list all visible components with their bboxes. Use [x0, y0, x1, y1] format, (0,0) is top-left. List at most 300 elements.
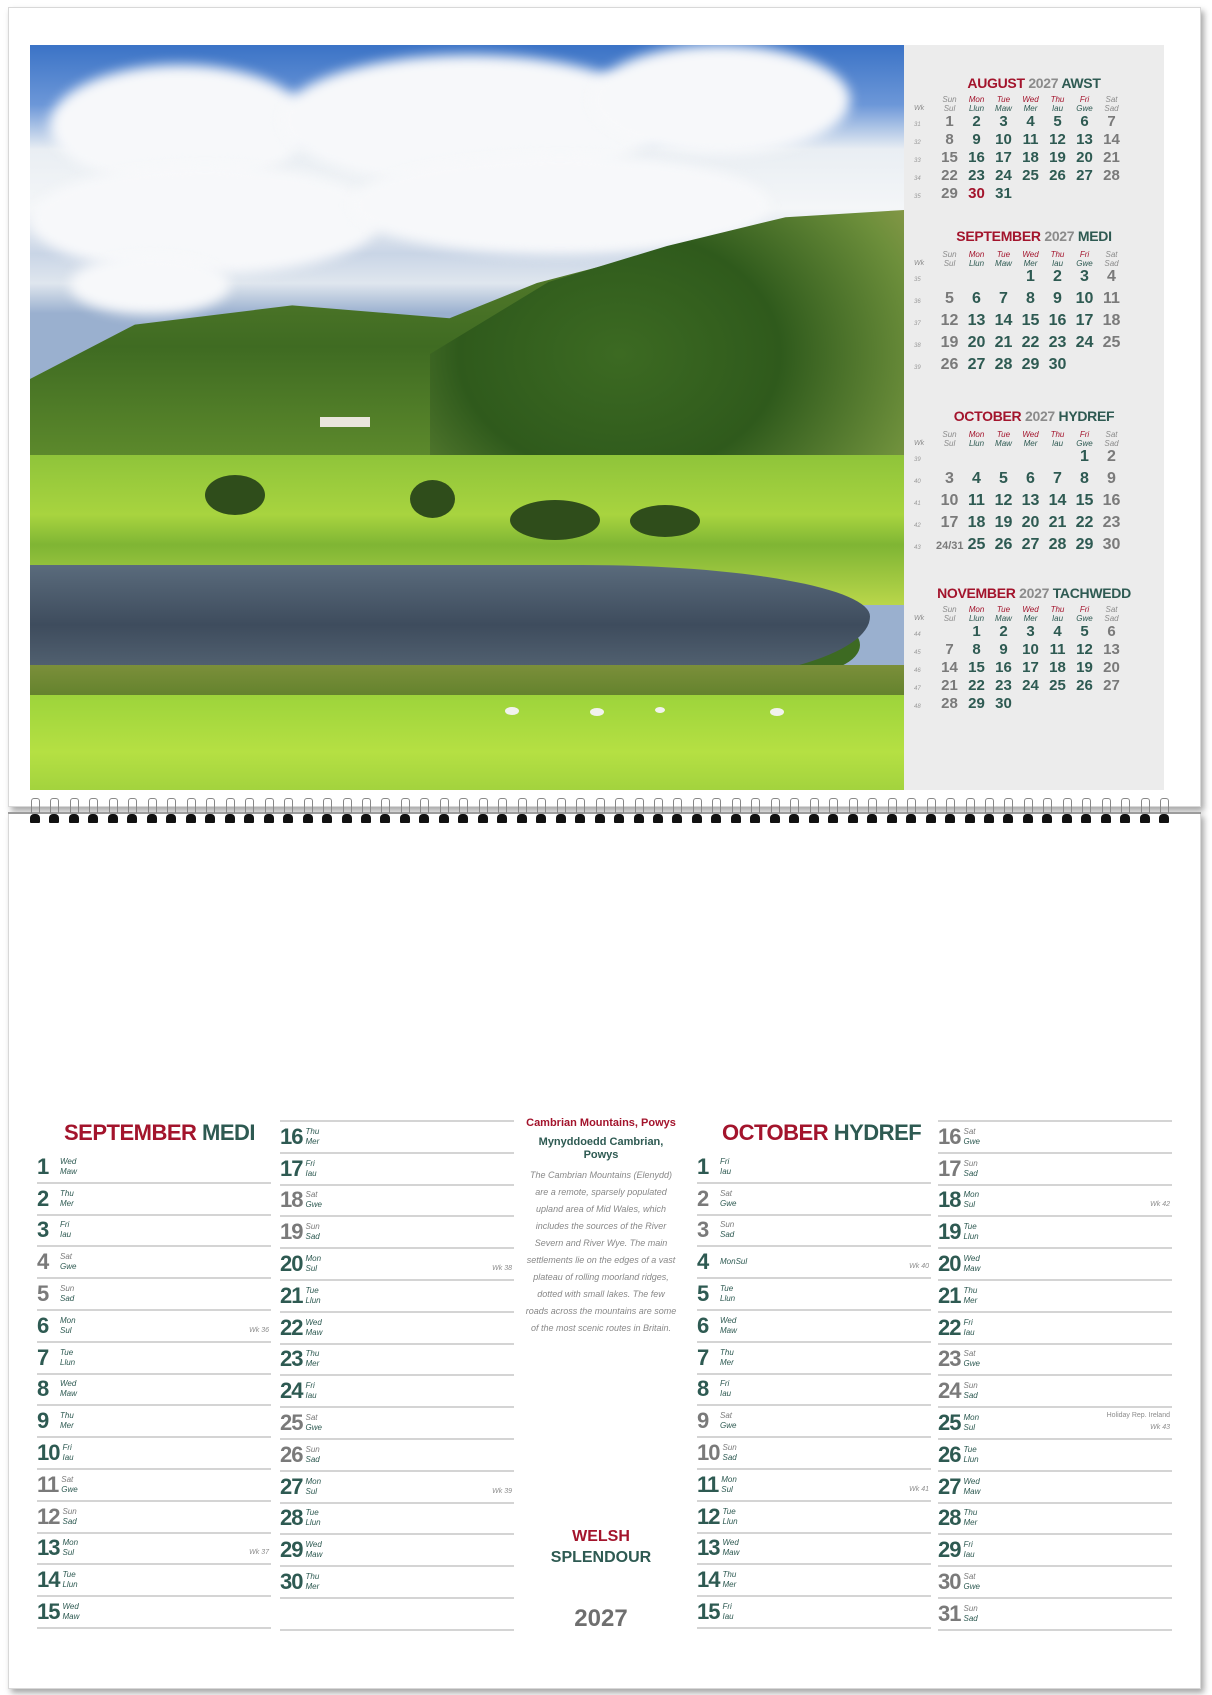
day-name-english: Thu — [305, 1126, 320, 1136]
day-name-english: Sun — [60, 1284, 75, 1294]
day-names — [62, 1443, 73, 1463]
mini-day: 20 — [967, 334, 986, 351]
mini-day-header — [914, 430, 1154, 448]
day-row[interactable] — [697, 1565, 931, 1597]
mini-grid — [914, 430, 1154, 558]
day-row[interactable] — [280, 1122, 514, 1154]
day-row[interactable] — [280, 1376, 514, 1408]
spiral-coil — [711, 798, 721, 826]
spiral-coil — [458, 798, 468, 826]
day-row[interactable] — [697, 1406, 931, 1438]
day-name-english: Mon — [305, 1476, 322, 1486]
day-row[interactable] — [280, 1217, 514, 1249]
day-name-english: Fri — [720, 1379, 730, 1389]
day-name-english: Thu — [60, 1411, 74, 1421]
mini-day: 3 — [999, 113, 1008, 130]
mini-day: 23 — [968, 167, 985, 184]
day-number: 11 — [37, 1471, 59, 1497]
spiral-coil — [614, 798, 624, 826]
spiral-coil — [517, 798, 527, 826]
tree — [630, 505, 700, 537]
day-row[interactable] — [37, 1152, 271, 1184]
day-names — [963, 1127, 979, 1147]
day-name-english: Thu — [60, 1188, 74, 1198]
day-name-english: Sat — [963, 1572, 976, 1582]
spiral-coil — [926, 798, 936, 826]
mini-day: 10 — [995, 131, 1012, 148]
mini-calendar-panel — [904, 45, 1164, 790]
october-heading: OCTOBER HYDREF — [722, 1120, 922, 1145]
day-row[interactable] — [280, 1472, 514, 1504]
day-header — [936, 250, 963, 268]
mini-day: 29 — [941, 185, 958, 202]
day-header-welsh: Iau — [1051, 259, 1064, 268]
spiral-coil — [342, 798, 352, 826]
spiral-coil — [225, 798, 235, 826]
day-row[interactable] — [37, 1534, 271, 1566]
day-number: 28 — [280, 1505, 303, 1531]
day-names — [305, 1159, 316, 1179]
mini-day: 20 — [1103, 659, 1120, 676]
day-header-english: Wed — [1022, 95, 1039, 104]
mini-day: 5 — [1053, 113, 1062, 130]
day-row[interactable] — [938, 1217, 1172, 1249]
mini-week-row — [914, 113, 1154, 131]
day-name-english: Sun — [62, 1506, 77, 1516]
day-name-english: Fri — [60, 1220, 70, 1230]
day-number: 4 — [37, 1249, 49, 1275]
day-row[interactable] — [37, 1343, 271, 1375]
tree — [510, 500, 600, 540]
mini-calendar-title: SEPTEMBER 2027 MEDI — [956, 228, 1112, 244]
mini-day: 22 — [1021, 334, 1040, 351]
spiral-coil — [1023, 798, 1033, 826]
mini-day: 1 — [1026, 268, 1035, 285]
day-row[interactable] — [938, 1440, 1172, 1472]
mini-week-row — [914, 659, 1154, 677]
day-name-english: Tue — [305, 1285, 319, 1295]
spiral-coil — [1159, 798, 1169, 826]
spiral-coil — [770, 798, 780, 826]
day-header-english: Thu — [1050, 430, 1065, 439]
day-names — [720, 1316, 737, 1336]
day-header-welsh: Iau — [1051, 439, 1064, 448]
september-days-col-2 — [280, 1120, 514, 1631]
tree — [205, 475, 265, 515]
day-row[interactable] — [37, 1438, 271, 1470]
mini-day: 26 — [940, 356, 959, 373]
day-name-english: Mon — [305, 1254, 322, 1264]
mini-calendar-title: NOVEMBER 2027 TACHWEDD — [937, 585, 1131, 601]
day-header-english: Tue — [996, 95, 1011, 104]
day-name-english: Wed — [963, 1254, 980, 1264]
day-number: 2 — [697, 1185, 709, 1211]
mini-week-row — [914, 167, 1154, 185]
day-name-welsh: Mer — [963, 1295, 978, 1305]
day-row[interactable] — [938, 1472, 1172, 1504]
day-name-english: Fri — [305, 1158, 315, 1168]
day-row[interactable] — [37, 1597, 271, 1629]
day-number: 22 — [280, 1314, 303, 1340]
day-row[interactable] — [938, 1567, 1172, 1599]
day-row[interactable] — [697, 1502, 931, 1534]
day-row[interactable] — [938, 1535, 1172, 1567]
day-name-english: Sat — [963, 1349, 976, 1359]
day-name-welsh: Sad — [60, 1294, 75, 1304]
day-name-welsh: Sul — [963, 1423, 976, 1433]
day-header — [990, 250, 1017, 268]
spiral-coil — [127, 798, 137, 826]
day-row[interactable] — [37, 1375, 271, 1407]
day-row[interactable] — [697, 1470, 931, 1502]
spiral-coil — [1003, 798, 1013, 826]
week-number: 36 — [914, 299, 921, 305]
mini-day: 7 — [1107, 113, 1116, 130]
day-row[interactable] — [280, 1313, 514, 1345]
day-number: 31 — [938, 1600, 961, 1626]
day-header-english: Sun — [942, 430, 957, 439]
day-names — [305, 1477, 321, 1497]
mini-day: 18 — [967, 514, 986, 531]
spiral-coil — [750, 798, 760, 826]
day-header-welsh: Llun — [968, 439, 985, 448]
mini-day: 18 — [1102, 312, 1121, 329]
day-name-english: Thu — [963, 1508, 978, 1518]
day-header-welsh: Gwe — [1076, 259, 1093, 268]
day-number: 9 — [37, 1408, 49, 1434]
mini-day: 15 — [1075, 492, 1094, 509]
day-row[interactable] — [938, 1122, 1172, 1154]
day-names — [722, 1602, 733, 1622]
day-name-welsh: Llun — [305, 1295, 321, 1305]
mini-day: 30 — [1102, 536, 1121, 553]
sheep — [590, 708, 604, 716]
day-name-english: Fri — [720, 1156, 730, 1166]
day-number: 6 — [697, 1312, 709, 1338]
day-row[interactable] — [697, 1375, 931, 1407]
day-header-english: Wed — [1022, 250, 1039, 259]
week-number: Wk 40 — [909, 1263, 929, 1271]
day-names — [60, 1411, 74, 1431]
day-number: 15 — [697, 1599, 720, 1625]
spiral-coil — [653, 798, 663, 826]
day-row[interactable] — [697, 1279, 931, 1311]
day-number: 21 — [280, 1282, 303, 1308]
day-row[interactable] — [697, 1311, 931, 1343]
mini-week-row — [914, 492, 1154, 514]
day-name-english: Sat — [61, 1474, 74, 1484]
day-header-welsh: Iau — [1051, 614, 1064, 623]
spiral-coil — [205, 798, 215, 826]
day-row[interactable] — [280, 1186, 514, 1218]
mini-calendar-august — [904, 75, 1164, 202]
day-header-english: Sun — [942, 250, 957, 259]
day-row[interactable] — [938, 1281, 1172, 1313]
mini-day: 4 — [1107, 268, 1116, 285]
day-header-english: Sun — [942, 605, 957, 614]
day-row[interactable] — [697, 1247, 931, 1279]
day-number: 10 — [697, 1440, 720, 1466]
day-name-welsh: Sul — [62, 1548, 75, 1558]
day-header — [936, 430, 963, 448]
spiral-coil — [984, 798, 994, 826]
mini-calendar-november — [904, 585, 1164, 712]
mini-week-row — [914, 268, 1154, 290]
day-row[interactable] — [280, 1345, 514, 1377]
day-name-welsh: Mer — [722, 1580, 737, 1590]
day-number: 12 — [697, 1503, 720, 1529]
day-name-welsh: Sad — [305, 1232, 320, 1242]
day-header-english: Mon — [968, 95, 985, 104]
day-name-welsh: Sad — [963, 1168, 978, 1178]
day-header-welsh: Sad — [1104, 614, 1119, 623]
day-row[interactable] — [697, 1184, 931, 1216]
day-row[interactable] — [697, 1343, 931, 1375]
mini-day: 24 — [1075, 334, 1094, 351]
mini-day: 27 — [1076, 167, 1093, 184]
day-row[interactable] — [37, 1406, 271, 1438]
farmhouse — [320, 417, 370, 427]
sheep — [770, 708, 784, 716]
day-number: 12 — [37, 1503, 60, 1529]
day-name-english: Wed — [720, 1315, 737, 1325]
mini-day: 12 — [1076, 641, 1093, 658]
spiral-coil — [906, 798, 916, 826]
mini-day-header — [914, 605, 1154, 623]
day-name-welsh: Maw — [60, 1166, 77, 1176]
mini-day: 12 — [1049, 131, 1066, 148]
day-row[interactable] — [37, 1565, 271, 1597]
day-name-welsh: Mer — [60, 1421, 74, 1431]
day-row[interactable] — [37, 1216, 271, 1248]
mini-week-row — [914, 677, 1154, 695]
day-row[interactable] — [697, 1216, 931, 1248]
day-number: 14 — [697, 1567, 720, 1593]
caption-description: The Cambrian Mountains (Elenydd) are a remote, sparsely populated upland area of Mid Wales, which includes the sources of the River Severn and River Wye. The main settlements lie on the edges of a vast plateau of rolling moorland ridges, dotted with small lakes. The few roads across the mountains are some of the most scenic routes in Britain. — [525, 1170, 677, 1333]
day-name-english: Sun — [305, 1444, 320, 1454]
day-row[interactable] — [280, 1504, 514, 1536]
day-name-english: Sun — [722, 1443, 737, 1453]
mini-day: 27 — [1021, 536, 1040, 553]
mini-day: 14 — [994, 312, 1013, 329]
day-number: 24 — [280, 1378, 303, 1404]
day-header-welsh: Llun — [968, 104, 985, 113]
day-row[interactable] — [37, 1184, 271, 1216]
day-header-welsh: Gwe — [1076, 439, 1093, 448]
day-header — [1017, 430, 1044, 448]
mini-day: 7 — [945, 641, 954, 658]
day-names — [61, 1475, 77, 1495]
day-header-english: Mon — [968, 250, 985, 259]
day-number: 4 — [697, 1249, 709, 1275]
day-header-english: Sat — [1105, 430, 1118, 439]
day-row[interactable] — [938, 1249, 1172, 1281]
mini-day: 15 — [968, 659, 985, 676]
mini-day: 2 — [999, 623, 1008, 640]
day-number: 17 — [938, 1155, 961, 1181]
sheep — [655, 707, 665, 713]
day-name-english: Tue — [62, 1570, 76, 1580]
day-row[interactable] — [938, 1376, 1172, 1408]
mini-day: 6 — [972, 290, 981, 307]
cloud — [30, 165, 380, 275]
day-row[interactable] — [37, 1247, 271, 1279]
day-name-welsh: Sad — [963, 1613, 978, 1623]
day-header-english: Thu — [1050, 605, 1065, 614]
day-row[interactable] — [697, 1152, 931, 1184]
day-header-welsh: Gwe — [1076, 104, 1093, 113]
mini-day: 17 — [940, 514, 959, 531]
spiral-coil — [400, 798, 410, 826]
day-names — [305, 1127, 319, 1147]
day-row[interactable] — [280, 1154, 514, 1186]
mini-week-row — [914, 536, 1154, 558]
mini-day: 18 — [1022, 149, 1039, 166]
mini-day: 10 — [1075, 290, 1094, 307]
day-row[interactable] — [697, 1597, 931, 1629]
mini-day: 9 — [972, 131, 981, 148]
day-row[interactable] — [280, 1535, 514, 1567]
day-number: 1 — [37, 1153, 49, 1179]
mini-day: 2 — [972, 113, 981, 130]
day-names — [720, 1157, 731, 1177]
day-name-english: Sat — [60, 1252, 73, 1262]
day-header-english: Sat — [1105, 605, 1118, 614]
day-row[interactable] — [280, 1281, 514, 1313]
day-name-english: Tue — [722, 1506, 736, 1516]
day-number: 25 — [280, 1410, 303, 1436]
mini-week-row — [914, 641, 1154, 659]
mini-day: 25 — [967, 536, 986, 553]
day-header — [963, 250, 990, 268]
day-row[interactable] — [37, 1470, 271, 1502]
day-number: 25 — [938, 1410, 961, 1436]
spiral-coil — [575, 798, 585, 826]
mini-day: 25 — [1022, 167, 1039, 184]
day-number: 17 — [280, 1155, 303, 1181]
spiral-coil — [887, 798, 897, 826]
day-header-welsh: Sul — [943, 614, 956, 623]
day-names — [963, 1254, 980, 1274]
day-row[interactable] — [280, 1567, 514, 1599]
day-row[interactable] — [697, 1438, 931, 1470]
week-number: 34 — [914, 176, 921, 182]
day-name-welsh: Iau — [722, 1612, 734, 1622]
mini-day: 11 — [968, 492, 985, 509]
day-names — [305, 1286, 320, 1306]
day-name-welsh: Mer — [305, 1582, 320, 1592]
day-names — [720, 1284, 735, 1304]
day-number: 28 — [938, 1505, 961, 1531]
day-number: 16 — [280, 1123, 303, 1149]
mini-week-row — [914, 448, 1154, 470]
day-number: 3 — [37, 1217, 49, 1243]
day-names — [305, 1222, 319, 1242]
mini-day: 13 — [1076, 131, 1093, 148]
spiral-coil — [595, 798, 605, 826]
day-row[interactable] — [938, 1599, 1172, 1631]
day-row[interactable] — [938, 1186, 1172, 1218]
day-names — [720, 1220, 734, 1240]
day-header-english: Mon — [968, 605, 985, 614]
day-name-welsh: Mer — [60, 1198, 74, 1208]
day-row[interactable] — [37, 1502, 271, 1534]
mini-day: 10 — [940, 492, 959, 509]
day-number: 8 — [37, 1376, 49, 1402]
mini-day: 19 — [994, 514, 1013, 531]
day-header-welsh: Llun — [968, 259, 985, 268]
day-row[interactable] — [697, 1534, 931, 1566]
day-row[interactable] — [280, 1249, 514, 1281]
day-row[interactable] — [938, 1408, 1172, 1440]
day-row[interactable] — [938, 1504, 1172, 1536]
day-number: 6 — [37, 1312, 49, 1338]
day-row[interactable] — [938, 1313, 1172, 1345]
day-name-english: Mon — [721, 1474, 737, 1484]
day-names — [305, 1445, 319, 1465]
day-name-welsh: Mer — [305, 1359, 320, 1369]
day-header-welsh: Iau — [1051, 104, 1064, 113]
mini-day: 23 — [995, 677, 1012, 694]
day-name-welsh: Sul — [60, 1325, 72, 1335]
mini-week-row — [914, 356, 1154, 378]
day-names — [60, 1189, 74, 1209]
day-names — [305, 1190, 321, 1210]
day-name-english: Tue — [963, 1222, 977, 1232]
day-names — [963, 1381, 977, 1401]
week-number: 44 — [914, 632, 921, 638]
holiday-note: Holiday Rep. Ireland — [1106, 1412, 1170, 1420]
day-number: 5 — [37, 1281, 49, 1307]
mini-day: 7 — [999, 290, 1008, 307]
day-row[interactable] — [938, 1345, 1172, 1377]
day-row[interactable] — [37, 1279, 271, 1311]
day-name-english: Sat — [305, 1190, 318, 1200]
day-header-welsh: Sul — [943, 259, 956, 268]
day-row[interactable] — [938, 1154, 1172, 1186]
mini-calendar-october — [904, 408, 1164, 553]
day-name-welsh: Sad — [720, 1230, 735, 1240]
mini-day: 7 — [1053, 470, 1062, 487]
mini-day: 19 — [1076, 659, 1093, 676]
day-names — [62, 1507, 76, 1527]
mini-day: 16 — [1102, 492, 1121, 509]
day-row[interactable] — [280, 1440, 514, 1472]
week-label: Wk — [914, 440, 925, 447]
day-name-welsh: Iau — [305, 1391, 317, 1401]
day-name-welsh: Iau — [62, 1453, 74, 1463]
week-number: 45 — [914, 650, 921, 656]
day-row[interactable] — [37, 1311, 271, 1343]
spiral-binding — [30, 798, 1170, 828]
day-names — [60, 1252, 76, 1272]
day-name-english: Wed — [963, 1476, 980, 1486]
day-names — [305, 1572, 319, 1592]
day-header-english: Fri — [1079, 605, 1090, 614]
day-name-welsh: Iau — [720, 1166, 732, 1176]
sheep — [505, 707, 519, 715]
mini-day: 14 — [941, 659, 958, 676]
mini-day: 9 — [999, 641, 1008, 658]
day-header-welsh: Maw — [995, 259, 1012, 268]
mini-day: 3 — [1026, 623, 1035, 640]
spiral-coil — [828, 798, 838, 826]
mini-day: 8 — [1026, 290, 1035, 307]
week-number: 39 — [914, 365, 921, 371]
day-names — [305, 1381, 316, 1401]
day-row[interactable] — [280, 1408, 514, 1440]
day-number: 18 — [938, 1187, 961, 1213]
